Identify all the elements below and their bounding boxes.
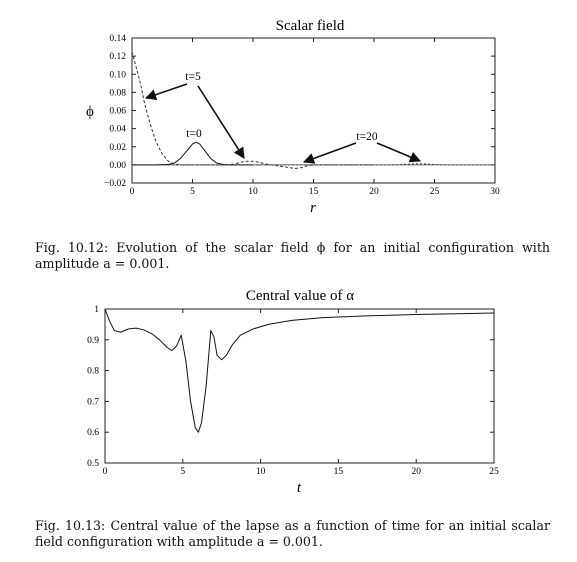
arrow-t20-left bbox=[304, 143, 356, 162]
plot-frame bbox=[132, 38, 495, 183]
y-tick-label: 0.04 bbox=[109, 124, 126, 135]
y-tick-label: 0.08 bbox=[109, 88, 126, 99]
x-tick-label: 20 bbox=[411, 467, 421, 477]
series-line-2 bbox=[132, 52, 374, 169]
caption-label: Fig. 10.12: bbox=[35, 240, 109, 255]
scalar-field-chart bbox=[0, 0, 577, 232]
arrow-t5-left bbox=[146, 84, 187, 98]
label-t5: t=5 bbox=[185, 71, 201, 83]
x-tick-label: 5 bbox=[190, 187, 195, 197]
x-tick-label: 25 bbox=[429, 187, 440, 197]
y-tick-label: 0.7 bbox=[87, 397, 99, 408]
caption-fig-10-13 bbox=[35, 518, 550, 550]
x-tick-label: 5 bbox=[180, 467, 186, 477]
caption-label: Fig. 10.13: bbox=[35, 518, 106, 533]
series-line-1 bbox=[105, 309, 494, 432]
y-axis-label: ϕ bbox=[86, 104, 94, 120]
annotation-t20 bbox=[304, 131, 420, 162]
figure-central-alpha bbox=[0, 283, 577, 508]
x-axis-label: r bbox=[310, 200, 316, 216]
caption-text: Central value of the lapse as a function of time for an initial scalar field configuration with amplitude a = 0.001. bbox=[35, 518, 550, 549]
y-tick-label: −0.02 bbox=[104, 179, 126, 189]
series-line-1 bbox=[132, 142, 253, 165]
x-tick-label: 15 bbox=[308, 187, 319, 197]
x-tick-label: 20 bbox=[369, 187, 379, 197]
label-t0: t=0 bbox=[186, 128, 202, 140]
annotation-t5 bbox=[146, 71, 244, 158]
figure-scalar-field bbox=[0, 0, 577, 232]
chart-title: Central value of α bbox=[245, 288, 355, 304]
plot-frame bbox=[105, 309, 494, 463]
y-tick-label: 0.10 bbox=[109, 70, 126, 81]
arrow-t5-right bbox=[198, 86, 244, 158]
central-alpha-chart bbox=[0, 283, 577, 508]
y-tick-label: 0.00 bbox=[109, 160, 126, 171]
y-tick-label: 0.8 bbox=[87, 366, 99, 377]
arrow-t20-right bbox=[377, 143, 420, 161]
y-tick-label: 1 bbox=[94, 305, 99, 315]
x-tick-label: 10 bbox=[248, 187, 258, 197]
y-tick-label: 0.6 bbox=[87, 428, 99, 439]
x-tick-label: 15 bbox=[333, 467, 344, 477]
x-tick-label: 30 bbox=[490, 187, 500, 197]
y-tick-label: 0.14 bbox=[109, 34, 126, 44]
y-tick-label: 0.02 bbox=[109, 142, 126, 153]
caption-text: Evolution of the scalar field ϕ for an initial configuration with amplitude a = 0.001. bbox=[35, 240, 550, 271]
label-t20: t=20 bbox=[356, 131, 378, 143]
y-tick-label: 0.06 bbox=[109, 106, 126, 117]
x-tick-label: 0 bbox=[102, 467, 108, 477]
x-tick-label: 25 bbox=[489, 467, 499, 477]
x-tick-label: 10 bbox=[255, 467, 266, 477]
x-axis-label: t bbox=[296, 480, 302, 496]
chart-title: Scalar field bbox=[275, 18, 345, 34]
y-tick-label: 0.9 bbox=[87, 335, 99, 346]
y-tick-label: 0.5 bbox=[87, 459, 99, 469]
x-tick-label: 0 bbox=[129, 187, 135, 197]
y-tick-label: 0.12 bbox=[109, 52, 126, 63]
caption-fig-10-12 bbox=[35, 240, 550, 272]
